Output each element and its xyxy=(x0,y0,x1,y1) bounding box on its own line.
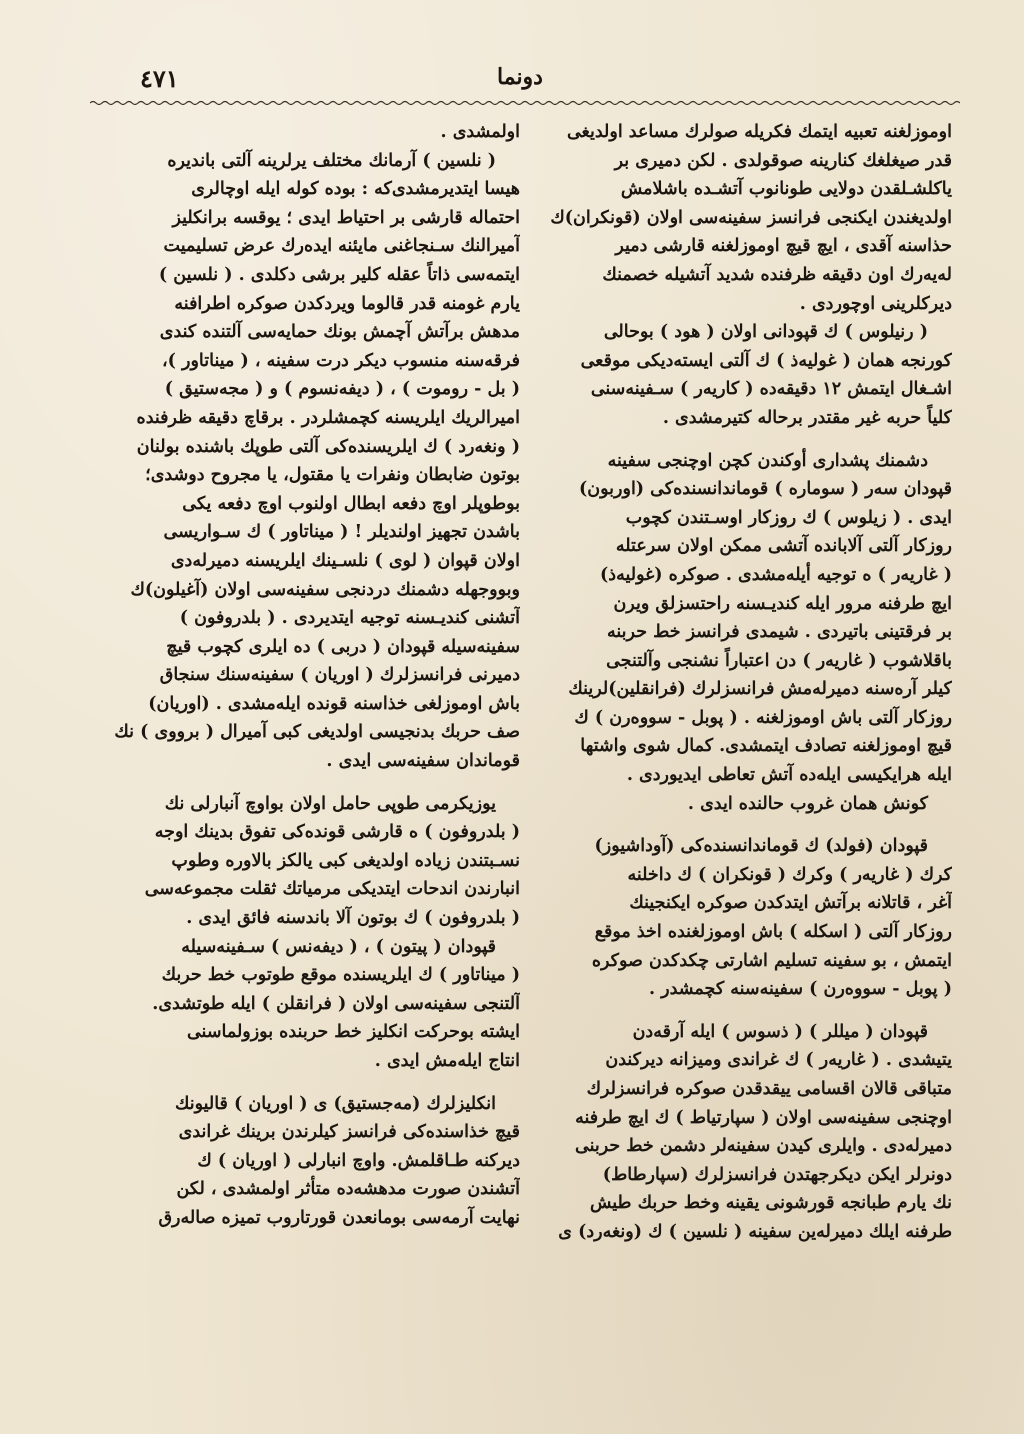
text-line: قیچ اوموزلغنه تصادف ایتمشدی. كمال شوی واشتها xyxy=(580,736,952,757)
text-line: فرقه‌سنه منسوب دیكر درت سفینه ، ( میناتاور )، xyxy=(161,350,520,371)
text-line: یاكلشـلقدن دولایی طونانوب آتشـده باشلامش xyxy=(620,179,952,200)
text-line: آمیرالنك سـنجاغنی مایئنه ایده‌رك عرض تسلیمیت xyxy=(163,236,520,257)
text-line: مدهش برآتش آچمش بونك حمایه‌سی آلتنده كندی xyxy=(159,322,520,343)
text-line: قپودان (فولد) ك قوماندانسنده‌كی (آوداشیوز) xyxy=(594,836,928,857)
paragraph-gap xyxy=(538,1004,952,1018)
text-line: دمیرنی فرانسزلرك ( اوریان ) سفینه‌سنك سنجاق xyxy=(159,665,520,686)
text-line: دونرلر ایكن دیكرجهتدن فرانسزلرك (سپارطاط) xyxy=(602,1164,952,1185)
page-number: ٤٧١ xyxy=(140,64,179,93)
text-line: امیرالریك ایلریسنه كچمشلردر . برقاچ دقیقه ظرفنده xyxy=(136,407,520,428)
text-line: ایتمه‌سی ذاتاً عقله كلیر برشی دكلدی . ( نلسین ) xyxy=(158,264,520,285)
text-line: قپودان ( پیتون ) ، ( دیفه‌نس ) سـفینه‌سیله xyxy=(181,936,496,957)
text-line: آلتنجی سفینه‌سی اولان ( فرانقلن ) ایله طوتشدی. xyxy=(152,993,520,1014)
text-line: قپودان سه‌ر ( سوماره ) قوماندانسنده‌كی (اوربون) xyxy=(579,479,952,500)
left-text-column xyxy=(80,118,520,1233)
text-line: ایله هرایكیسی ایله‌ده آتش تعاطی ایدیوردی . xyxy=(626,765,952,786)
text-line: نك یارم طبانجه قورشونی یقینه وخط حربك طیش xyxy=(589,1193,952,1214)
text-line: ( ونغه‌رد ) ك ایلریسنده‌كی آلتی طوپك باشنده بولنان xyxy=(136,436,520,457)
text-line: اشـغال ایتمش ١٢ دقیقه‌ده ( كاریه‌ر ) سـفینه‌سنی xyxy=(590,379,952,400)
text-line: بوتون ضابطان ونفرات یا مقتول، یا مجروح دوشدی؛ xyxy=(145,465,520,486)
text-line: باشدن تجهیز اولندیلر ! ( میناتاور ) ك سـواریسی xyxy=(163,522,520,543)
text-line: آتشنی كندیـسنه توجیه ایتدیردی . ( بلدروفون ) xyxy=(179,608,520,629)
text-line: ( میناتاور ) ك ایلریسنده موقع طوتوب خط حربك xyxy=(161,965,520,986)
text-line: كیلر آره‌سنه دمیرله‌مش فرانسزلرك (فرانقلین)لرینك xyxy=(568,679,952,700)
text-line: دمیرله‌دی . وایلری كیدن سفینه‌لر دشمن خط حربنی xyxy=(574,1136,952,1157)
running-title: دونما xyxy=(497,64,543,90)
text-line: باش اوموزلغی خذاسنه قونده ایله‌مشدی . (اوریان) xyxy=(148,693,520,714)
text-line: قیچ خذاسنده‌كی فرانسز كیلرندن برینك غراندی xyxy=(178,1122,520,1143)
text-line: كونش همان غروب حالنده ایدی . xyxy=(687,793,928,814)
text-line: كورنجه همان ( غولیه‌ذ ) ك آلتی ایسته‌دیكی موقعی xyxy=(580,350,952,371)
text-line: روزكار آلتی باش اوموزلغنه . ( پوبل - سووه‌رن ) ك xyxy=(574,707,952,728)
text-line: قدر صیغلغك كنارینه صوقولدی . لكن دمیری بر xyxy=(614,150,952,171)
text-line: یارم غومنه قدر قالوما ویردكدن صوكره اطرافنه xyxy=(174,293,520,314)
text-line: انبارندن اندحات ایتدیكی مرمیاتك ثقلت مجموعه‌سی xyxy=(144,879,520,900)
text-line: بوطوپلر اوچ دفعه ابطال اولنوب اوچ دفعه یكی xyxy=(182,493,520,514)
text-line: ( رنیلوس ) ك قپودانی اولان ( هود ) بوحالی xyxy=(603,322,928,343)
text-line: ( نلسین ) آرمانك مختلف یرلرینه آلتی باندیره xyxy=(167,150,496,171)
paragraph-gap xyxy=(538,818,952,832)
text-line: قپودان ( میللر ) ( ذسوس ) ایله آرقه‌دن xyxy=(632,1021,928,1042)
text-line: كرك ( غاریه‌ر ) وكرك ( قونكران ) ك داخلنه xyxy=(627,864,952,885)
text-line: نسـبتندن زیاده اولدیغی كبی یالكز بالاوره وطوپ xyxy=(171,850,520,871)
right-text-column xyxy=(538,118,952,1247)
text-line: كلیاً حربه غیر مقتدر برحاله كتیرمشدی . xyxy=(662,407,952,428)
text-line: له‌یه‌رك اون دقیقه ظرفنده شدید آتشیله خصمنك xyxy=(602,264,952,285)
text-line: دیركلرینی اوچوردی . xyxy=(799,293,952,314)
paragraph-gap xyxy=(80,776,520,790)
page-header xyxy=(100,60,940,100)
text-line: طرفنه ایلك دمیرله‌ین سفینه ( نلسین ) ك (ونغه‌رد) ی xyxy=(558,1221,952,1242)
text-line: دیركنه طـاقلمش. واوچ انبارلی ( اوریان ) ك xyxy=(197,1150,520,1171)
text-line: یوزیكرمی طوپی حامل اولان بواوچ آنبارلی نك xyxy=(164,793,496,814)
text-line: ایشته بوحركت انكلیز خط حربنده بوزولماسنی xyxy=(186,1022,520,1043)
text-line: انتاج ایله‌مش ایدی . xyxy=(374,1051,520,1071)
text-line: اولان قپوان ( لوی ) نلسـینك ایلریسنه دمیرله‌دی xyxy=(170,550,520,571)
text-line: ( غاریه‌ر ) ه توجیه أیله‌مشدی . صوكره (غولیه‌ذ) xyxy=(600,564,952,585)
text-line: حذاسنه آقدی ، ایچ قیچ اوموزلغنه قارشی دمیر xyxy=(615,236,952,257)
text-line: اوچنجی سفینه‌سی اولان ( سپارتیاط ) ك ایچ طرفنه xyxy=(575,1107,952,1128)
text-line: روزكار آلتی ( اسكله ) باش اوموزلغنده اخذ موقع xyxy=(594,922,952,943)
text-line: وبووجهله دشمنك دردنجی سفینه‌سی اولان (آغیلون)ك xyxy=(130,579,520,600)
text-line: متباقی قالان اقسامی ییقدقدن صوكره فرانسزلرك xyxy=(586,1079,952,1099)
text-line: ایچ طرفنه مرور ایله كندیـسنه راحتسزلق ویرن xyxy=(613,593,952,614)
text-line: آتشندن صورت مدهشه‌ده متأثر اولمشدی ، لكن xyxy=(176,1179,520,1200)
text-line: آغر ، قاتلانه برآتش ایتدكدن صوكره ایكنجینك xyxy=(629,893,952,914)
paragraph-gap xyxy=(80,1076,520,1090)
paragraph-gap xyxy=(538,433,952,447)
text-line: احتماله قارشی بر احتیاط ایدی ؛ یوقسه برانكلیز xyxy=(172,207,520,228)
text-line: ( بلدروفون ) ك بوتون آلا باندسنه فائق ایدی . xyxy=(186,908,520,929)
text-line: ( بلدروفون ) ه قارشی قونده‌كی تفوق بدینك اوجه xyxy=(154,822,520,843)
text-line: اوموزلغنه تعبیه ایتمك فكریله صولرك مساعد اولدیغی xyxy=(566,122,952,142)
text-line: هیسا ایتدیرمشدی‌كه : بوده كوله ایله اوچالری xyxy=(191,179,520,200)
text-line: ( بل - روموت ) ، ( دیفه‌نسوم ) و ( مجه‌ستیق ) xyxy=(164,379,520,400)
text-line: قوماندان سفینه‌سی ایدی . xyxy=(326,751,520,772)
text-line: ( پوبل - سووه‌رن ) سفینه‌سنه كچمشدر . xyxy=(648,979,952,1000)
text-line: اولمشدی . xyxy=(440,122,520,142)
text-line: نهایت آرمه‌سی بومانعدن قورتاروب تمیزه صاله‌رق xyxy=(158,1207,520,1228)
text-line: روزكار آلتی آلابانده آتشی ممكن اولان سرعتله xyxy=(615,536,952,557)
text-line: ایدی . ( زیلوس ) ك روزكار اوسـتندن كچوب xyxy=(625,507,952,528)
text-line: یتیشدی . ( غاریه‌ر ) ك غراندی ومیزانه دیركندن xyxy=(605,1050,952,1071)
text-line: سفینه‌سیله قپودان ( دربی ) ده ایلری كچوب قیچ xyxy=(166,636,520,657)
text-line: باقلاشوب ( غاریه‌ر ) دن اعتباراً نشنجی وآلتنجی xyxy=(606,650,952,671)
text-line: دشمنك پشداری أوكندن كچن اوچنجی سفینه xyxy=(607,450,928,471)
text-line: انكلیزلرك (مه‌جستیق) ی ( اوریان ) قالیونك xyxy=(174,1093,496,1114)
header-wavy-rule xyxy=(90,100,960,106)
text-line: صف حربك بدنجیسی اولدیغی كبی آمیرال ( برووی ) نك xyxy=(114,722,520,743)
text-line: ایتمش ، بو سفینه تسلیم اشارتی چكدكدن صوكره xyxy=(591,950,952,971)
text-line: بر فرقتینی باتیردی . شیمدی فرانسز خط حربنه xyxy=(607,622,952,643)
text-line: اولدیغندن ایكنجی فرانسز سفینه‌سی اولان (قونكران)ك xyxy=(550,207,952,228)
